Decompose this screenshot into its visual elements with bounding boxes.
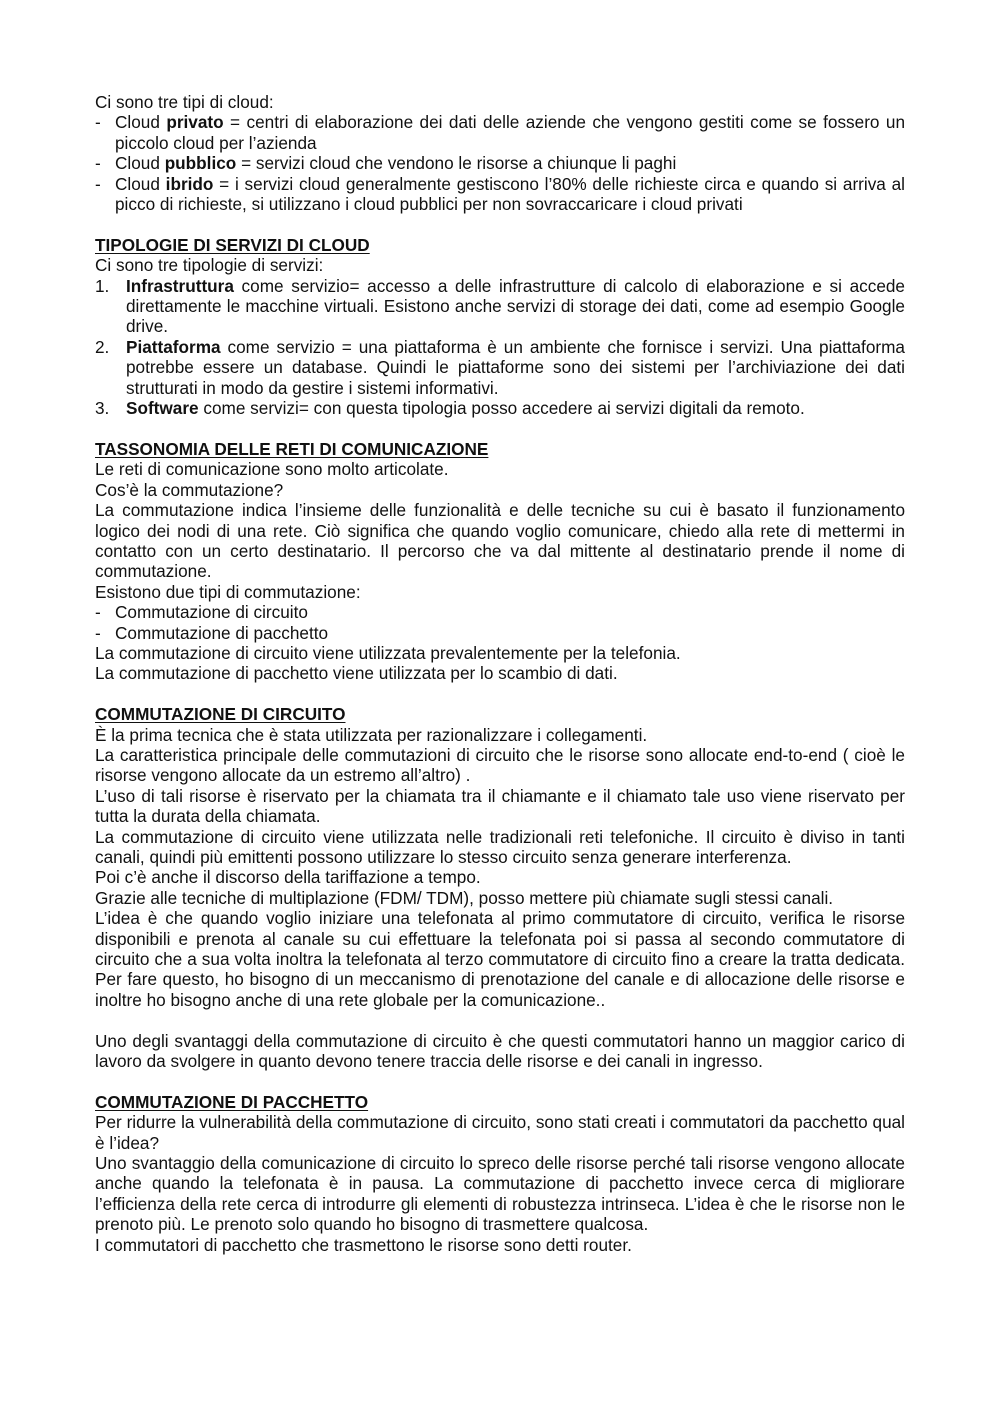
list-item-text: [115, 112, 905, 153]
list-item-prefix: Cloud: [115, 153, 165, 174]
bullet-dash: -: [95, 622, 101, 643]
bullet-dash: -: [95, 173, 101, 194]
list-item-text: [115, 153, 905, 173]
paragraph: Uno svantaggio della comunicazione di circuito lo spreco delle risorse perché tali risorse vengono allocate anche quando la telefonata è in pausa. La commutazione di pacchetto invece cerca di migliorare l’efficienza della rete cerca di introdurre gli elementi di robustezza intrinseca. L’idea è che le risorse non le prenoto più. Le prenoto solo quando ho bisogno di trasmettere qualcosa.: [95, 1153, 905, 1235]
list-item: [95, 623, 905, 643]
numbered-item-text: [126, 276, 905, 337]
list-item: [95, 112, 905, 153]
list-item: [95, 153, 905, 173]
numbered-item-description: come servizio= accesso a delle infrastrutture di calcolo di elaborazione e si accede direttamente le macchine virtuali. Esistono anche servizi di storage dei dati, come ad esempio Google drive.: [126, 275, 905, 337]
list-item-term: ibrido: [165, 173, 214, 194]
numbered-item: [95, 276, 905, 337]
paragraph: L’idea è che quando voglio iniziare una telefonata al primo commutatore di circuito, verifica le risorse disponibili e prenota al canale su cui effettuare la telefonata poi si passa al secondo commutatore di circuito che a sua volta inoltra la telefonata al terzo commutatore di circuito fino a creare la tratta dedicata. Per fare questo, ho bisogno di un meccanismo di prenotazione del canale e di allocazione delle risorse e inoltre ho bisogno anche di una rete globale per la comunicazione..: [95, 908, 905, 1010]
paragraph: È la prima tecnica che è stata utilizzata per razionalizzare i collegamenti.: [95, 724, 648, 745]
paragraph: I commutatori di pacchetto che trasmettono le risorse sono detti router.: [95, 1234, 632, 1255]
numbered-item-text: [126, 398, 905, 418]
list-item-prefix: Cloud: [115, 173, 166, 194]
item-number: 3.: [95, 398, 110, 419]
list-item-text: [115, 174, 905, 215]
bullet-dash: -: [95, 153, 101, 174]
list-item-description: = servizi cloud che vendono le risorse a chiunque li paghi: [236, 153, 677, 174]
list-item: [95, 174, 905, 215]
paragraph: Esistono due tipi di commutazione:: [95, 581, 361, 602]
list-item: [95, 602, 905, 622]
paragraph: Per ridurre la vulnerabilità della commutazione di circuito, sono stati creati i commutatori da pacchetto qual è l’idea?: [95, 1112, 905, 1153]
section-heading-tassonomia: TASSONOMIA DELLE RETI DI COMUNICAZIONE: [95, 438, 489, 459]
list-item-description: = centri di elaborazione dei dati delle aziende che vengono gestiti come se fossero un piccolo cloud per l’azienda: [115, 112, 906, 153]
list-item-term: privato: [166, 112, 224, 133]
cloud-types-intro: Ci sono tre tipi di cloud:: [95, 92, 274, 112]
numbered-item-text: [126, 337, 905, 398]
paragraph: La commutazione indica l’insieme delle funzionalità e delle tecniche su cui è basato il funzionamento logico dei nodi di una rete. Ciò significa che quando voglio comunicare, chiedo alla rete di mettermi in contatto con un certo destinatario. Il percorso che va dal mittente al destinatario prende il nome di commutazione.: [95, 500, 905, 582]
list-item-text: Commutazione di pacchetto: [115, 622, 329, 643]
section-heading-pacchetto: COMMUTAZIONE DI PACCHETTO: [95, 1091, 369, 1112]
item-number: 2.: [95, 336, 110, 357]
paragraph: L’uso di tali risorse è riservato per la chiamata tra il chiamante e il chiamato tale uso viene riservato per tutta la durata della chiamata.: [95, 785, 905, 827]
numbered-item-description: come servizi= con questa tipologia posso accedere ai servizi digitali da remoto.: [198, 398, 805, 419]
numbered-item-term: Software: [126, 398, 199, 419]
numbered-item-term: Infrastruttura: [126, 275, 234, 296]
item-number: 1.: [95, 275, 110, 296]
bullet-dash: -: [95, 602, 101, 623]
paragraph: Grazie alle tecniche di multiplazione (FDM/ TDM), posso mettere più chiamate sugli stessi canali.: [95, 887, 834, 908]
paragraph: La commutazione di pacchetto viene utilizzata per lo scambio di dati.: [95, 663, 618, 684]
list-item-prefix: Cloud: [115, 112, 167, 133]
bullet-dash: -: [95, 112, 101, 133]
paragraph: La commutazione di circuito viene utilizzata prevalentemente per la telefonia.: [95, 642, 681, 663]
servizi-intro: Ci sono tre tipologie di servizi:: [95, 255, 324, 276]
section-heading-circuito: COMMUTAZIONE DI CIRCUITO: [95, 704, 346, 725]
paragraph: La commutazione di circuito viene utilizzata nelle tradizionali reti telefoniche. Il circuito è diviso in tanti canali, quindi più emittenti possono utilizzare lo stesso circuito senza generare interferenza.: [95, 826, 905, 867]
paragraph: La caratteristica principale delle commutazioni di circuito che le risorse sono allocate end-to-end ( cioè le risorse vengono allocate da un estremo all’altro) .: [95, 744, 905, 786]
document-page: [95, 92, 905, 1255]
paragraph: Le reti di comunicazione sono molto articolate.: [95, 459, 449, 480]
numbered-item-term: Piattaforma: [126, 336, 221, 357]
paragraph: Uno degli svantaggi della commutazione di circuito è che questi commutatori hanno un maggior carico di lavoro da svolgere in quanto devono tenere traccia delle risorse e dei canali in ingresso.: [95, 1030, 905, 1072]
list-item-description: = i servizi cloud generalmente gestiscono l’80% delle richieste circa e quando si arriva al picco di richieste, si utilizzano i cloud pubblici per non sovraccaricare i cloud privati: [115, 173, 905, 215]
list-item-text: Commutazione di circuito: [115, 602, 308, 623]
numbered-item: [95, 337, 905, 398]
list-item-term: pubblico: [164, 153, 237, 174]
numbered-item: [95, 398, 905, 418]
paragraph: Poi c’è anche il discorso della tariffazione a tempo.: [95, 867, 481, 888]
section-heading-servizi: TIPOLOGIE DI SERVIZI DI CLOUD: [95, 234, 370, 255]
numbered-item-description: come servizio = una piattaforma è un ambiente che fornisce i servizi. Una piattaforma potrebbe essere un database. Quindi le piattaforme sono dei sistemi per l’archiviazione dei dati strutturati in modo da gestire i sistemi informativi.: [126, 336, 905, 398]
paragraph: Cos’è la commutazione?: [95, 479, 284, 500]
